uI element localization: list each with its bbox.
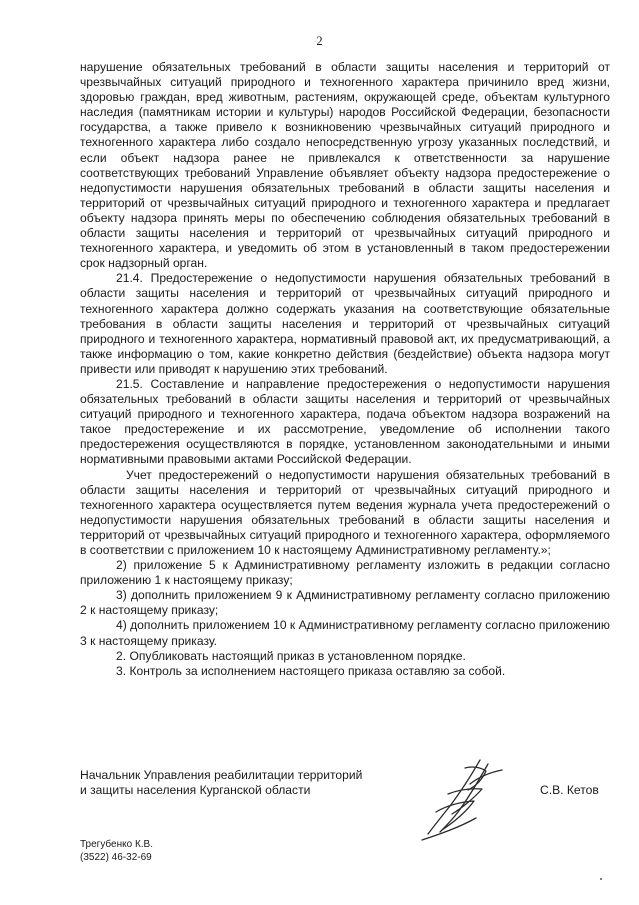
- signatory-name: С.В. Кетов: [540, 783, 599, 797]
- signatory-title-line-2: и защиты населения Курганской области: [80, 783, 311, 797]
- paragraph-item-3: 3) дополнить приложением 9 к Административному регламенту согласно приложению 2 к настоящему приказу;: [80, 588, 610, 618]
- paragraph-21-5: 21.5. Составление и направление предостережения о недопустимости нарушения обязательных требований в области защиты населения и территорий от чрезвычайных ситуаций природного и техногенного характера, подача объектом надзора возражений на такое предостережение и их рассмотрение, уведомление об исполнении такого предостережения осуществляются в порядке, установленном законодательными и иными нормативными правовыми актами Российской Федерации.: [80, 376, 610, 467]
- page-number: 2: [316, 34, 323, 48]
- executor-phone: (3522) 46-32-69: [80, 852, 152, 863]
- executor-name: Трегубенко К.В.: [80, 839, 154, 850]
- paragraph-item-2: 2) приложение 5 к Административному регламенту изложить в редакции согласно приложению 1 к настоящему приказу;: [80, 558, 610, 588]
- scan-speck: [600, 878, 602, 880]
- paragraph-item-4: 4) дополнить приложением 10 к Административному регламенту согласно приложению 3 к настоящему приказу.: [80, 618, 610, 648]
- paragraph-control: 3. Контроль за исполнением настоящего приказа оставляю за собой.: [116, 663, 506, 678]
- signatory-title-line-1: Начальник Управления реабилитации территорий: [80, 768, 363, 782]
- paragraph-publish: 2. Опубликовать настоящий приказ в установленном порядке.: [116, 648, 466, 663]
- signatory-title: [80, 768, 400, 798]
- executor-info: [80, 838, 153, 864]
- document-body: [80, 60, 610, 679]
- paragraph-continuation: нарушение обязательных требований в области защиты населения и территорий от чрезвычайных ситуаций природного и техногенного характера причинило вред жизни, здоровью граждан, вред животным, растениям, окружающей среде, объектам культурного наследия (памятникам истории и культуры) народов Российской Федерации, безопасности государства, а также привело к возникновению чрезвычайных ситуаций природного и техногенного характера либо создало непосредственную угрозу указанных последствий, и если объект надзора ранее не привлекался к ответственности за нарушение соответствующих требований Управление объявляет объекту надзора предостережение о недопустимости нарушения обязательных требований в области защиты населения и территорий от чрезвычайных ситуаций природного и техногенного характера и предлагает объекту надзора принять меры по обеспечению соблюдения обязательных требований в области защиты населения и территорий от чрезвычайных ситуаций природного и техногенного характера, и уведомить об этом в установленный в таком предостережении срок надзорный орган.: [80, 60, 610, 271]
- handwritten-signature-icon: [410, 754, 510, 844]
- paragraph-21-4: 21.4. Предостережение о недопустимости нарушения обязательных требований в области защиты населения и территорий от чрезвычайных ситуаций природного и техногенного характера должно содержать указания на соответствующие обязательные требования в области защиты населения и территорий от чрезвычайных ситуаций природного и техногенного характера, нормативный правовой акт, их предусматривающий, а также информацию о том, какие конкретно действия (бездействие) объекта надзора могут привести или приводят к нарушению этих требований.: [80, 271, 610, 376]
- paragraph-warnings-log: Учет предостережений о недопустимости нарушения обязательных требований в области защиты населения и территорий от чрезвычайных ситуаций природного и техногенного характера осуществляется путем ведения журнала учета предостережений о недопустимости нарушения обязательных требований в области защиты населения и территорий от чрезвычайных ситуаций природного и техногенного характера, оформляемого в соответствии с приложением 10 к настоящему Административному регламенту.»;: [80, 467, 610, 557]
